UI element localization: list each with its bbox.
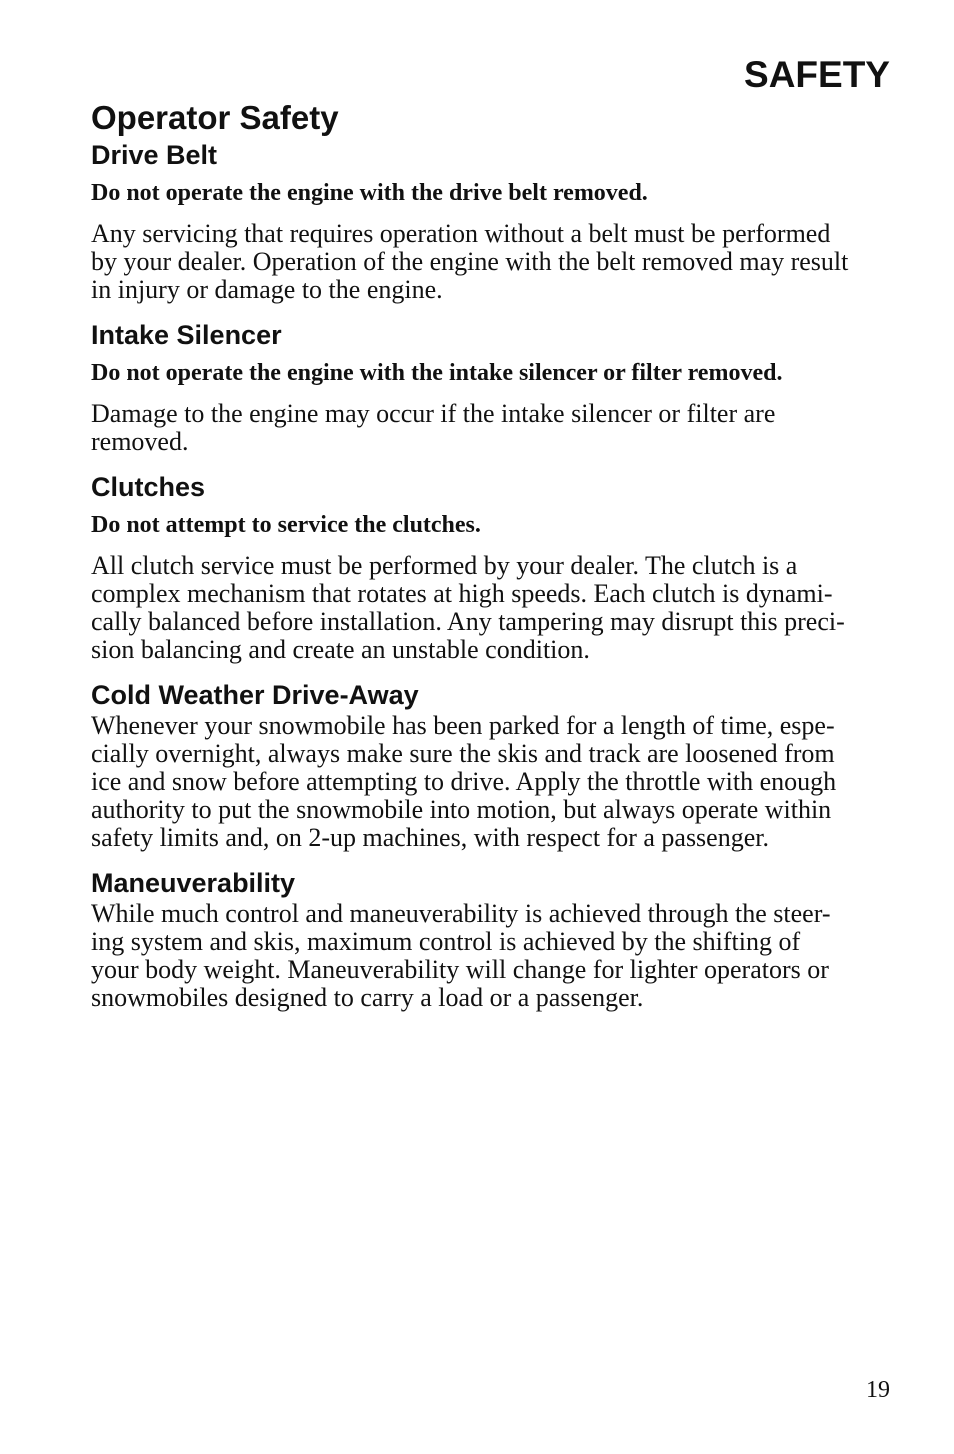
clutches-warning: Do not attempt to service the clutches. [91, 512, 481, 538]
text-line: Any servicing that requires operation without a belt must be performed [91, 219, 831, 248]
intake-silencer-title: Intake Silencer [91, 320, 282, 350]
drive-belt-title: Drive Belt [91, 140, 218, 170]
text-line: in injury or damage to the engine. [91, 275, 443, 304]
drive-belt-block [91, 138, 893, 304]
text-line: All clutch service must be performed by your dealer. The clutch is a [91, 551, 798, 580]
clutches-block [91, 470, 893, 664]
maneuverability-title: Maneuverability [91, 868, 296, 898]
cold-weather-title: Cold Weather Drive-Away [91, 680, 419, 710]
section-title: Operator Safety [91, 99, 339, 136]
text-line: removed. [91, 427, 189, 456]
intake-silencer-block [91, 318, 893, 456]
cold-weather-text [91, 712, 893, 852]
maneuverability-block [91, 866, 893, 1012]
text-line: ing system and skis, maximum control is achieved by the shifting of [91, 927, 801, 956]
text-line: complex mechanism that rotates at high speeds. Each clutch is dynami- [91, 579, 833, 608]
text-line: cially overnight, always make sure the skis and track are loosened from [91, 739, 835, 768]
text-line: ice and snow before attempting to drive. Apply the throttle with enough [91, 767, 837, 796]
text-line: snowmobiles designed to carry a load or a passenger. [91, 983, 644, 1012]
clutches-text [91, 552, 893, 664]
intake-silencer-text [91, 400, 893, 456]
maneuverability-text [91, 900, 893, 1012]
text-line: sion balancing and create an unstable condition. [91, 635, 590, 664]
chapter-title: SAFETY [744, 54, 890, 95]
page-number: 19 [866, 1377, 890, 1403]
text-line: by your dealer. Operation of the engine with the belt removed may result [91, 247, 849, 276]
text-line: While much control and maneuverability is achieved through the steer- [91, 899, 831, 928]
drive-belt-warning: Do not operate the engine with the drive belt removed. [91, 180, 648, 206]
intake-silencer-warning: Do not operate the engine with the intake silencer or filter removed. [91, 360, 783, 386]
text-line: Whenever your snowmobile has been parked for a length of time, espe- [91, 711, 835, 740]
text-line: cally balanced before installation. Any tampering may disrupt this preci- [91, 607, 845, 636]
clutches-title: Clutches [91, 472, 206, 502]
drive-belt-text [91, 220, 893, 304]
text-line: Damage to the engine may occur if the intake silencer or filter are [91, 399, 776, 428]
cold-weather-block [91, 678, 893, 852]
text-line: your body weight. Maneuverability will change for lighter operators or [91, 955, 829, 984]
text-line: authority to put the snowmobile into motion, but always operate within [91, 795, 832, 824]
text-line: safety limits and, on 2-up machines, with respect for a passenger. [91, 823, 769, 852]
page-content [91, 96, 893, 1012]
